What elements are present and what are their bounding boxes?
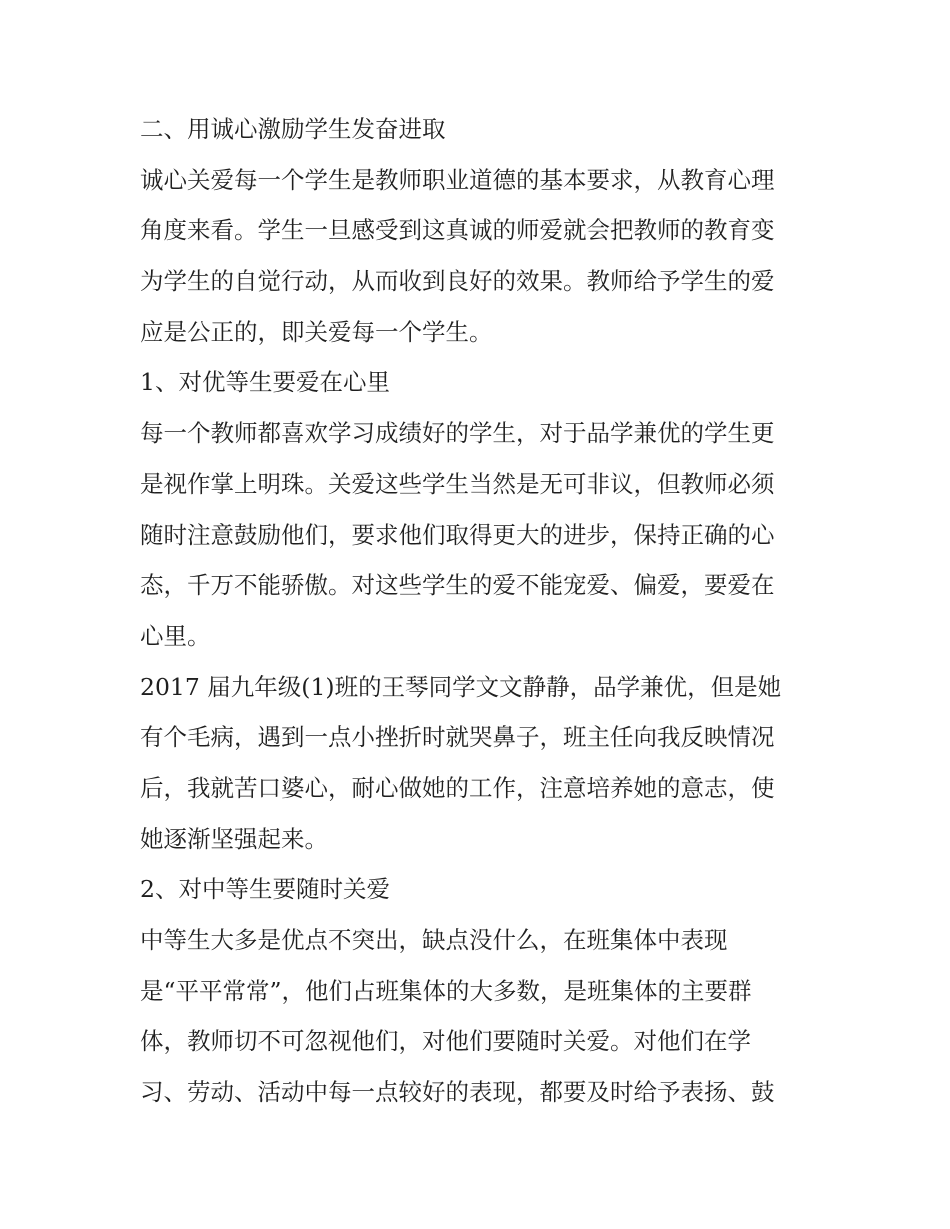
paragraph-line: 应是公正的，即关爱每一个学生。 bbox=[140, 317, 493, 346]
section-heading: 二、用诚心激励学生发奋进取 bbox=[140, 115, 446, 143]
document-body bbox=[140, 104, 820, 1118]
paragraph-line: 态，千万不能骄傲。对这些学生的爱不能宠爱、偏爱，要爱在 bbox=[140, 571, 775, 600]
paragraph-line: 随时注意鼓励他们，要求他们取得更大的进步，保持正确的心 bbox=[140, 520, 775, 549]
subsection-heading: 1、对优等生要爱在心里 bbox=[140, 368, 390, 397]
paragraph-line: 是视作掌上明珠。关爱这些学生当然是无可非议，但教师必须 bbox=[140, 469, 775, 498]
paragraph-line: 有个毛病，遇到一点小挫折时就哭鼻子，班主任向我反映情况 bbox=[140, 723, 775, 752]
paragraph-line: 每一个教师都喜欢学习成绩好的学生，对于品学兼优的学生更 bbox=[140, 419, 775, 448]
paragraph-line: 角度来看。学生一旦感受到这真诚的师爱就会把教师的教育变 bbox=[140, 216, 775, 245]
paragraph-line: 诚心关爱每一个学生是教师职业道德的基本要求，从教育心理 bbox=[140, 165, 775, 194]
paragraph-line: 她逐渐坚强起来。 bbox=[140, 824, 328, 853]
paragraph-line: 心里。 bbox=[140, 621, 211, 650]
paragraph-line: 体，教师切不可忽视他们，对他们要随时关爱。对他们在学 bbox=[140, 1027, 751, 1056]
paragraph-line: 2017 届九年级(1)班的王琴同学文文静静，品学兼优，但是她 bbox=[140, 672, 782, 701]
paragraph-line: 后，我就苦口婆心，耐心做她的工作，注意培养她的意志，使 bbox=[140, 773, 775, 802]
paragraph-line: 为学生的自觉行动，从而收到良好的效果。教师给予学生的爱 bbox=[140, 267, 775, 296]
paragraph-line: 中等生大多是优点不突出，缺点没什么，在班集体中表现 bbox=[140, 926, 728, 954]
paragraph-line: 习、劳动、活动中每一点较好的表现，都要及时给予表扬、鼓 bbox=[140, 1078, 775, 1107]
paragraph-line: 是“平平常常”，他们占班集体的大多数，是班集体的主要群 bbox=[140, 976, 752, 1005]
subsection-heading: 2、对中等生要随时关爱 bbox=[140, 875, 390, 904]
